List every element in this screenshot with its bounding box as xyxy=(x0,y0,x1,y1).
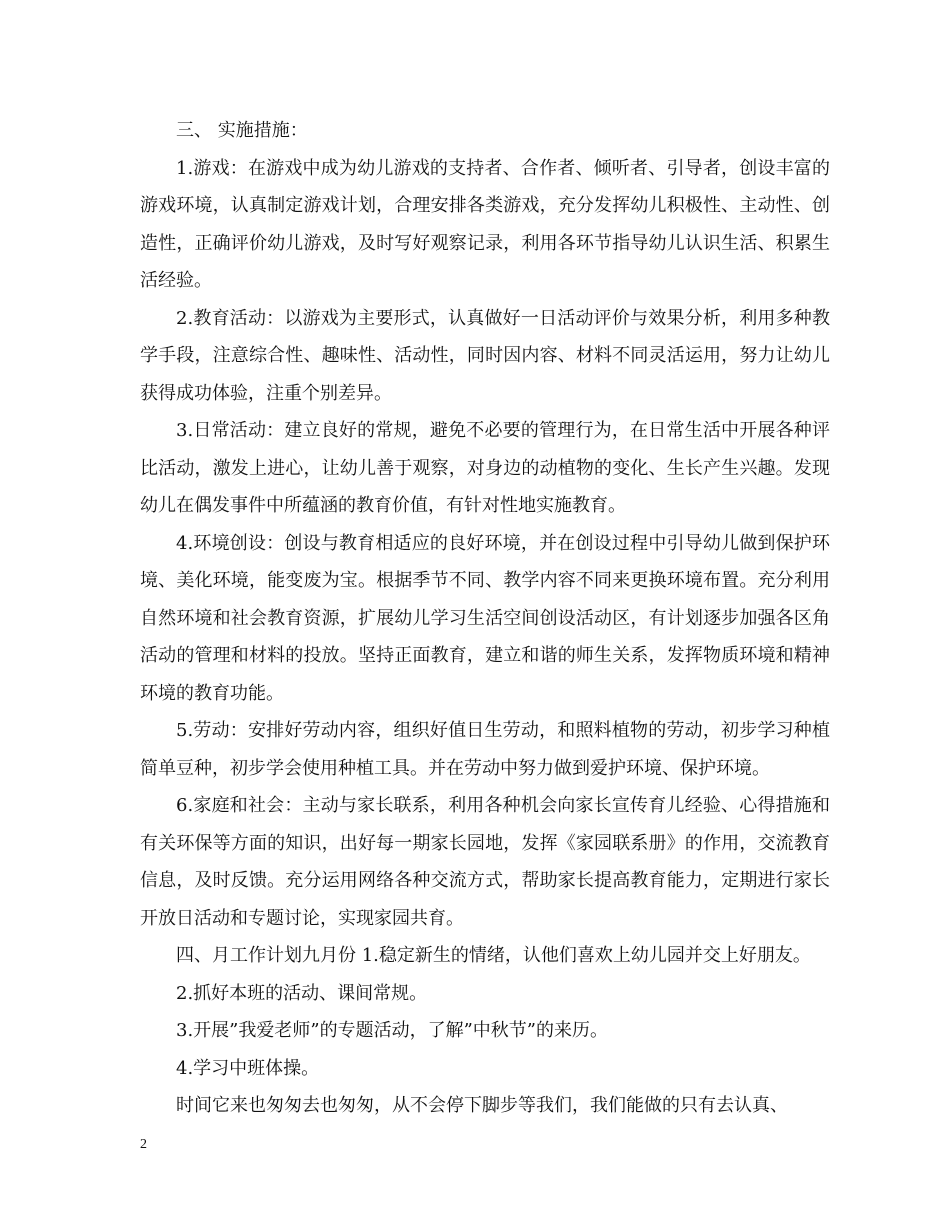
paragraph-labor: 5.劳动：安排好劳动内容，组织好值日生劳动，和照料植物的劳动，初步学习种植简单豆种，初步学会使用种植工具。并在劳动中努力做到爱护环境、保护环境。 xyxy=(140,720,830,779)
document-body xyxy=(140,112,830,1125)
section-heading-measures: 三、 实施措施： xyxy=(176,120,308,141)
paragraph-monthly-plan: 四、月工作计划九月份 1.稳定新生的情绪，认他们喜欢上幼儿园并交上好朋友。 xyxy=(176,945,811,966)
paragraph-closing: 时间它来也匆匆去也匆匆，从不会停下脚步等我们，我们能做的只有去认真、 xyxy=(176,1095,788,1116)
paragraph-family-society: 6.家庭和社会：主动与家长联系，利用各种机会向家长宣传育儿经验、心得措施和有关环保等方面的知识，出好每一期家长园地，发挥《家园联系册》的作用，交流教育信息，及时反馈。充分运用网络各种交流方式，帮助家长提高教育能力，定期进行家长开放日活动和专题讨论，实现家园共育。 xyxy=(140,795,830,929)
paragraph-daily-activities: 3.日常活动：建立良好的常规，避免不必要的管理行为，在日常生活中开展各种评比活动，激发上进心，让幼儿善于观察，对身边的动植物的变化、生长产生兴趣。发现幼儿在偶发事件中所蕴涵的教育价值，有针对性地实施教育。 xyxy=(140,420,830,516)
paragraph-environment: 4.环境创设：创设与教育相适应的良好环境，并在创设过程中引导幼儿做到保护环境、美化环境，能变废为宝。根据季节不同、教学内容不同来更换环境布置。充分利用自然环境和社会教育资源，扩展幼儿学习生活空间创设活动区，有计划逐步加强各区角活动的管理和材料的投放。坚持正面教育，建立和谐的师生关系，发挥物质环境和精神环境的教育功能。 xyxy=(140,532,830,704)
paragraph-routine: 2.抓好本班的活动、课间常规。 xyxy=(176,982,428,1004)
paragraph-education-activities: 2.教育活动：以游戏为主要形式，认真做好一日活动评价与效果分析，利用多种教学手段，注意综合性、趣味性、活动性，同时因内容、材料不同灵活运用，努力让幼儿获得成功体验，注重个别差异。 xyxy=(140,307,830,404)
page-number: 2 xyxy=(140,1137,147,1152)
paragraph-teacher-theme: 3.开展”我爱老师”的专题活动，了解”中秋节”的来历。 xyxy=(176,1020,608,1041)
paragraph-games: 1.游戏：在游戏中成为幼儿游戏的支持者、合作者、倾听者、引导者，创设丰富的游戏环境，认真制定游戏计划，合理安排各类游戏，充分发挥幼儿积极性、主动性、创造性，正确评价幼儿游戏，及时写好观察记录，利用各环节指导幼儿认识生活、积累生活经验。 xyxy=(140,157,830,291)
paragraph-exercise: 4.学习中班体操。 xyxy=(176,1057,320,1079)
